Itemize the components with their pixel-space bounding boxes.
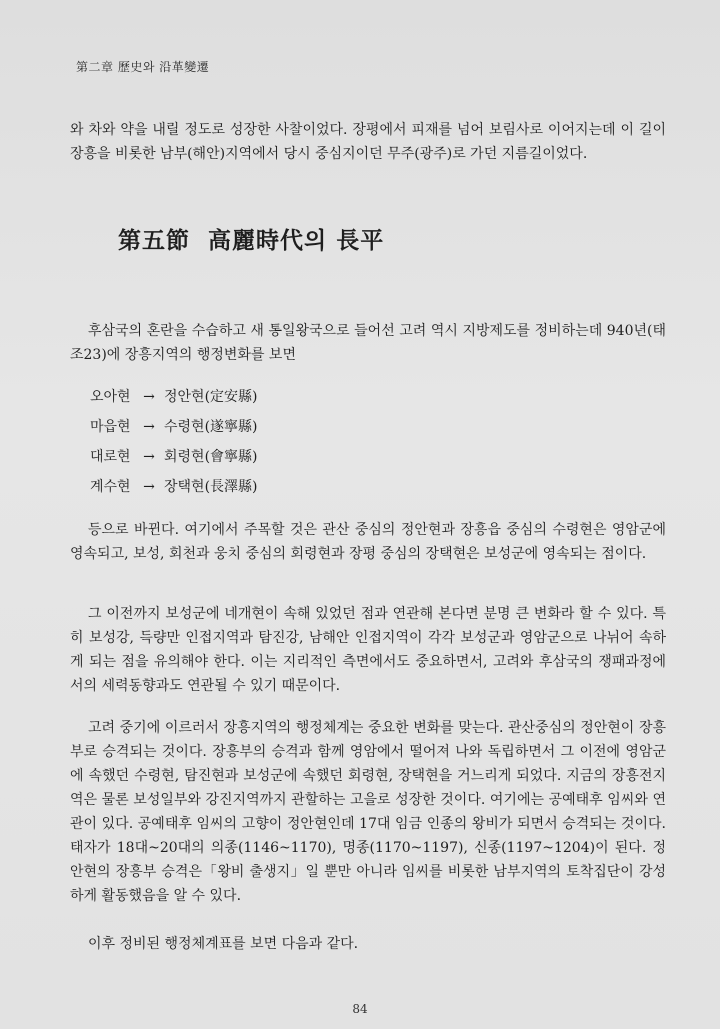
section-heading: 高麗時代의 長平 <box>208 227 385 254</box>
running-head: 第二章 歷史와 沿革變遷 <box>76 60 210 74</box>
paragraph-jurisdiction-change: 등으로 바뀐다. 여기에서 주목할 것은 관산 중심의 정안현과 장흥읍 중심의 수령현은 영암군에 영속되고, 보성, 회천과 웅치 중심의 회령현과 장평 중심의 장택현은 보성군에 영속되는 점이다. <box>70 522 666 562</box>
paragraph-goryeo-reform: 후삼국의 혼란을 수습하고 새 통일왕국으로 들어선 고려 역시 지방제도를 정비하는데 940년(태조23)에 장흥지역의 행정변화를 보면 <box>70 323 666 363</box>
old-county-name: 오아현 <box>90 389 131 405</box>
new-county-name: 장택현(長澤縣) <box>164 479 258 495</box>
paragraph-jangheung-promotion: 고려 중기에 이르러서 장흥지역의 행정체계는 중요한 변화를 맞는다. 관산중심의 정안현이 장흥부로 승격되는 것이다. 장흥부의 승격과 함께 영암에서 떨어져 나와 독립하면서 그 이전에 영암군에 속했던 수령현, 탐진현과 보성군에 속했던 회령현, 장택현을 거느리게 되었다. 지금의 장흥전지역은 물론 보성일부와 강진지역까지 관할하는 고을로 성장한 것이다. 여기에는 공예태후 임씨와 연관이 있다. 공예태후 임씨의 고향이 정안현인데 17대 임금 인종의 왕비가 되면서 승격되는 것이다. 태자가 18대~20대의 의종(1146~1170), 명종(1170~1197), 신종(1197~1204)이 된다. 정안현의 장흥부 승격은「왕비 출생지」일 뿐만 아니라 임씨를 비롯한 남부지역의 토착집단이 강성하게 활동했음을 알 수 있다. <box>70 720 666 904</box>
old-county-name: 마읍현 <box>90 419 131 435</box>
list-item <box>90 412 258 442</box>
new-county-name: 회령현(會寧縣) <box>164 449 258 465</box>
new-county-name: 정안현(定安縣) <box>164 389 258 405</box>
paragraph-boseong-significance: 그 이전까지 보성군에 네개현이 속해 있었던 점과 연관해 본다면 분명 큰 변화라 할 수 있다. 특히 보성강, 득량만 인접지역과 탐진강, 남해안 인접지역이 각각 보성군과 영암군으로 나뉘어 속하게 되는 점을 유의해야 한다. 이는 지리적인 측면에서도 중요하면서, 고려와 후삼국의 쟁패과정에서의 세력동향과도 연관될 수 있기 때문이다. <box>70 606 666 694</box>
list-item <box>90 382 258 412</box>
arrow-icon: → <box>143 419 155 435</box>
arrow-icon: → <box>143 389 155 405</box>
arrow-icon: → <box>143 479 155 495</box>
county-name-change-list <box>90 382 258 502</box>
list-item <box>90 442 258 472</box>
list-item <box>90 472 258 502</box>
section-title <box>118 222 384 255</box>
arrow-icon: → <box>143 449 155 465</box>
section-number: 第五節 <box>118 227 190 254</box>
old-county-name: 계수현 <box>90 479 131 495</box>
paragraph-intro-continuation: 와 차와 약을 내릴 정도로 성장한 사찰이었다. 장평에서 피재를 넘어 보림사로 이어지는데 이 길이 장흥을 비롯한 남부(해안)지역에서 당시 중심지이던 무주(광주)로 가던 지름길이었다. <box>70 122 666 162</box>
new-county-name: 수령현(遂寧縣) <box>164 419 258 435</box>
page-number: 84 <box>352 1002 368 1016</box>
paragraph-table-intro: 이후 정비된 행정체계표를 보면 다음과 같다. <box>88 936 359 952</box>
old-county-name: 대로현 <box>90 449 131 465</box>
